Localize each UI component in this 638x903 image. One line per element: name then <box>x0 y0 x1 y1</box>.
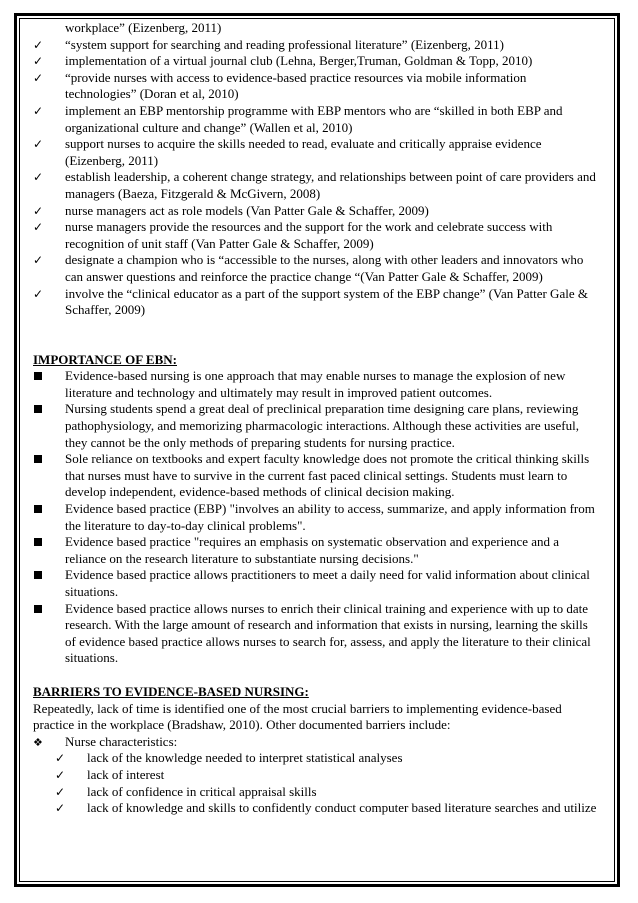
list-item: ✓ nurse managers act as role models (Van Patter Gale & Schaffer, 2009) <box>33 203 601 220</box>
strategy-list <box>33 37 601 319</box>
checkmark-icon <box>33 103 57 120</box>
square-bullet-icon <box>33 601 57 618</box>
list-item: ✓ involve the “clinical educator as a part of the support system of the EBP change” (Van Patter Gale & Schaffer, 2009) <box>33 286 601 319</box>
spacer <box>33 667 601 684</box>
checkmark-icon <box>33 136 57 153</box>
list-item: Evidence based practice (EBP) "involves an ability to access, summarize, and apply information from the literature to day-to-day clinical problems". <box>33 501 601 534</box>
square-bullet-icon <box>33 451 57 468</box>
checkmark-icon <box>33 286 57 303</box>
list-item: Evidence based practice "requires an emphasis on systematic observation and experience and a reliance on the research literature to substantiate nursing decisions." <box>33 534 601 567</box>
list-item: ✓ lack of interest <box>33 767 601 784</box>
document-body <box>33 20 601 817</box>
checkmark-icon <box>33 219 57 236</box>
checkmark-icon <box>33 203 57 220</box>
checkmark-icon <box>33 53 57 70</box>
list-item: ✓ lack of confidence in critical appraisal skills <box>33 784 601 801</box>
list-item: ✓ “provide nurses with access to evidence-based practice resources via mobile information technologies” (Doran et al, 2010) <box>33 70 601 103</box>
list-item: Evidence based practice allows nurses to enrich their clinical training and experience with up to date research. With the large amount of research and information that exists in nursing, learning the skills of evidence based practice allows nurses to search for, assess, and apply the literature to their clinical situations. <box>33 601 601 667</box>
checkmark-icon <box>33 37 57 54</box>
list-item: ✓ support nurses to acquire the skills needed to read, evaluate and critically appraise evidence (Eizenberg, 2011) <box>33 136 601 169</box>
spacer <box>33 319 601 352</box>
list-item: ✓ implement an EBP mentorship programme with EBP mentors who are “skilled in both EBP and organizational culture and change” (Wallen et al, 2010) <box>33 103 601 136</box>
list-item: ✓ nurse managers provide the resources and the support for the work and celebrate success with recognition of unit staff (Van Patter Gale & Schaffer, 2009) <box>33 219 601 252</box>
checkmark-icon <box>55 800 79 817</box>
barriers-intro: Repeatedly, lack of time is identified one of the most crucial barriers to implementing evidence-based practice in the workplace (Bradshaw, 2010). Other documented barriers include: <box>33 700 562 733</box>
list-item: ✓ lack of knowledge and skills to confidently conduct computer based literature searches and utilize <box>33 800 601 817</box>
importance-list <box>33 368 601 667</box>
checkmark-icon <box>55 784 79 801</box>
list-item: Evidence based practice allows practitioners to meet a daily need for valid information about clinical situations. <box>33 567 601 600</box>
list-item: ✓ lack of the knowledge needed to interpret statistical analyses <box>33 750 601 767</box>
list-item: Sole reliance on textbooks and expert faculty knowledge does not promote the critical thinking skills that nurses must have to survive in the current fast paced clinical settings. Students must learn to develop independent, evidence-based methods of clinical decision making. <box>33 451 601 501</box>
list-item: ✓ establish leadership, a coherent change strategy, and relationships between point of care providers and managers (Baeza, Fitzgerald & McGivern, 2008) <box>33 169 601 202</box>
barriers-sub-list <box>33 750 601 816</box>
square-bullet-icon <box>33 368 57 385</box>
list-item: ✓ designate a champion who is “accessible to the nurses, along with other leaders and innovators who can answer questions and reinforce the practice change “(Van Patter Gale & Schaffer, 2009) <box>33 252 601 285</box>
square-bullet-icon <box>33 534 57 551</box>
checkmark-icon <box>33 70 57 87</box>
list-item: ✓ “system support for searching and reading professional literature” (Eizenberg, 2011) <box>33 37 601 54</box>
checkmark-icon <box>33 252 57 269</box>
diamond-bullet-icon <box>33 734 57 752</box>
square-bullet-icon <box>33 567 57 584</box>
list-item: Evidence-based nursing is one approach that may enable nurses to manage the explosion of new literature and technology and ultimately may result in improved patient outcomes. <box>33 368 601 401</box>
checkmark-icon <box>33 169 57 186</box>
checkmark-icon <box>55 750 79 767</box>
list-item: ✓ implementation of a virtual journal club (Lehna, Berger,Truman, Goldman & Topp, 2010) <box>33 53 601 70</box>
square-bullet-icon <box>33 501 57 518</box>
checkmark-icon <box>55 767 79 784</box>
section-heading-importance: IMPORTANCE OF EBN: <box>33 351 177 367</box>
list-item: Nursing students spend a great deal of preclinical preparation time designing care plans, reviewing pathophysiology, and memorizing pharmacologic interactions. Although these activities are useful, they cannot be the only methods of preparing students for nursing practice. <box>33 401 601 451</box>
section-heading-barriers: BARRIERS TO EVIDENCE-BASED NURSING: <box>33 683 309 699</box>
square-bullet-icon <box>33 401 57 418</box>
continuation-line: workplace” (Eizenberg, 2011) <box>65 20 222 35</box>
list-item: ❖ Nurse characteristics: <box>33 734 601 751</box>
